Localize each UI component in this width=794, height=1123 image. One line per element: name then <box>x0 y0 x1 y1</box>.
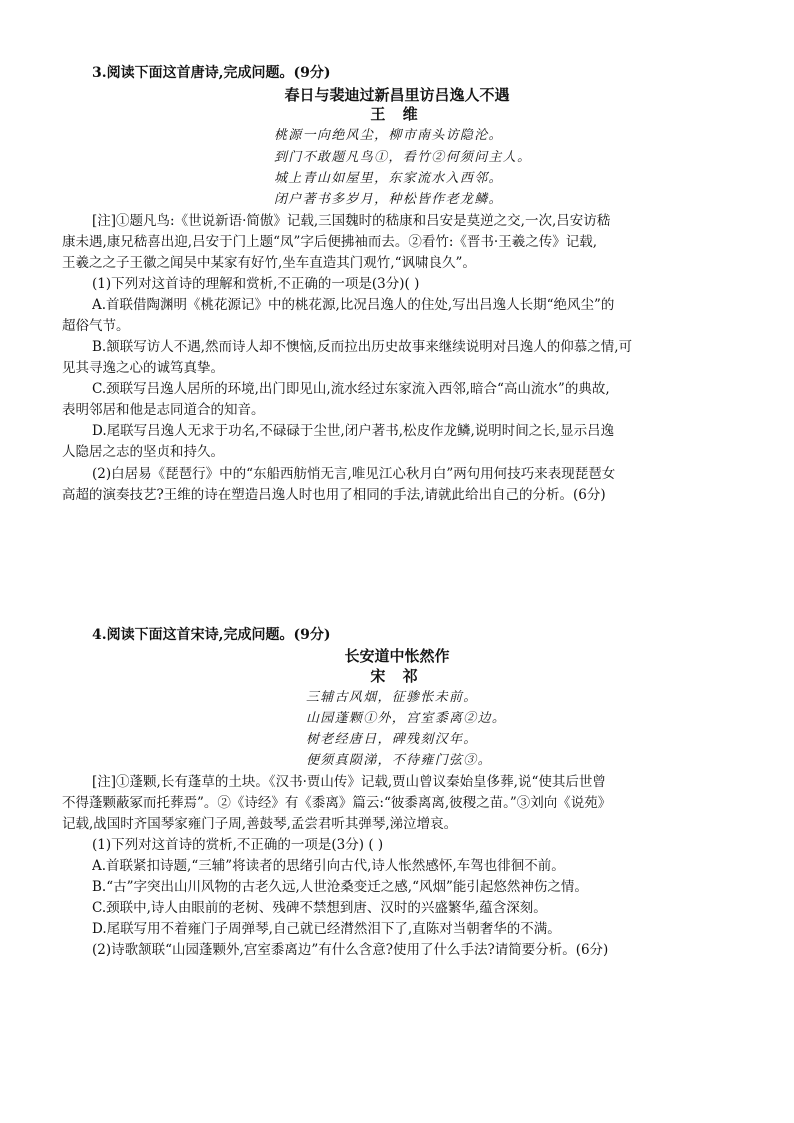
question-3-verse: 到门不敢题凡鸟①，看竹②何须问主人。 <box>274 150 532 165</box>
question-3-sub2-prompt: (2)白居易《琵琶行》中的“东船西舫悄无言,唯见江心秋月白”两句用何技巧来表现琵琶女 <box>92 466 616 482</box>
question-4-verse: 山园蓬颗①外，宫室黍离②边。 <box>306 711 507 726</box>
question-3-heading: 3.阅读下面这首唐诗,完成问题。(9分) <box>92 65 331 81</box>
question-4-poem-title: 长安道中怅然作 <box>344 647 450 665</box>
question-4-option-a: A.首联紧扣诗题,“三辅”将读者的思绪引向古代,诗人怅然感怀,车驾也徘徊不前。 <box>92 858 565 874</box>
question-4-note-line: 记载,战国时齐国琴家雍门子周,善鼓琴,孟尝君听其弹琴,涕泣增哀。 <box>62 816 458 832</box>
question-4-option-d: D.尾联写用不着雍门子周弹琴,自己就已经潸然泪下了,直陈对当朝奢华的不满。 <box>92 921 561 937</box>
question-4-option-b: B.“古”字突出山川风物的古老久远,人世沧桑变迁之感,“风烟”能引起悠然神伤之情。 <box>92 879 588 895</box>
question-3-option-a: A.首联借陶渊明《桃花源记》中的桃花源,比况吕逸人的住处,写出吕逸人长期“绝风尘”的 <box>92 297 615 313</box>
question-3-option-d: D.尾联写吕逸人无求于功名,不碌碌于尘世,闭户著书,松皮作龙鳞,说明时间之长,显示吕逸 <box>92 423 615 439</box>
question-4-sub2-prompt: (2)诗歌颔联“山园蓬颗外,宫室黍离边”有什么含意?使用了什么手法?请简要分析。(6分) <box>92 942 609 958</box>
question-4-option-c: C.颈联中,诗人由眼前的老树、残碑不禁想到唐、汉时的兴盛繁华,蕴含深刻。 <box>92 900 547 916</box>
question-3-note-line: 王羲之之子王徽之闻吴中某家有好竹,坐车直造其门观竹,“讽啸良久”。 <box>62 255 476 271</box>
question-4-sub1-prompt: (1)下列对这首诗的赏析,不正确的一项是(3分) ( ) <box>92 837 384 853</box>
question-3-sub2-prompt-cont: 高超的演奏技艺?王维的诗在塑造吕逸人时也用了相同的手法,请就此给出自己的分析。(6分) <box>62 487 606 503</box>
question-3-note-line: 康未遇,康兄嵇喜出迎,吕安于门上题“凤”字后便拂袖而去。②看竹:《晋书·王羲之传》记载, <box>62 234 598 250</box>
question-3-verse: 城上青山如屋里，东家流水入西邻。 <box>274 171 503 186</box>
question-4-verse: 便须真陨涕，不待雍门弦③。 <box>306 753 492 768</box>
question-4-verse: 树老经唐日，碑残刻汉年。 <box>306 732 478 747</box>
question-3-option-c-cont: 表明邻居和他是志同道合的知音。 <box>62 402 265 418</box>
question-4-verse: 三辅古风烟，征骖怅未前。 <box>306 690 478 705</box>
question-4-poem-author: 宋 祁 <box>370 667 424 685</box>
question-4-heading: 4.阅读下面这首宋诗,完成问题。(9分) <box>92 627 331 643</box>
question-3-verse: 闭户著书多岁月，种松皆作老龙鳞。 <box>274 192 503 207</box>
question-4-note-line: 不得蓬颗蔽冢而托葬焉”。②《诗经》有《黍离》篇云:“彼黍离离,彼稷之苗。”③刘向《说苑》 <box>62 795 612 811</box>
question-3-option-d-cont: 人隐居之志的坚贞和持久。 <box>62 444 224 460</box>
question-4-note-line: [注]①蓬颗,长有蓬草的土块。《汉书·贾山传》记载,贾山曾议秦始皇侈葬,说“使其后世曾 <box>92 774 606 790</box>
question-3-verse: 桃源一向绝风尘，柳市南头访隐沦。 <box>274 128 503 143</box>
question-3-option-b: B.颔联写访人不遇,然而诗人却不懊恼,反而拉出历史故事来继续说明对吕逸人的仰慕之情,可 <box>92 339 633 355</box>
question-3-option-a-cont: 超俗气节。 <box>62 318 130 334</box>
question-3-poem-title: 春日与裴迪过新昌里访吕逸人不遇 <box>284 86 510 104</box>
question-3-note-line: [注]①题凡鸟:《世说新语·简傲》记载,三国魏时的嵇康和吕安是莫逆之交,一次,吕安访嵇 <box>92 213 611 229</box>
question-3-sub1-prompt: (1)下列对这首诗的理解和赏析,不正确的一项是(3分)( ) <box>92 276 420 292</box>
question-3-option-b-cont: 见其寻逸之心的诚笃真挚。 <box>62 360 224 376</box>
question-3-option-c: C.颈联写吕逸人居所的环境,出门即见山,流水经过东家流入西邻,暗合“高山流水”的典故, <box>92 381 610 397</box>
question-3-poem-author: 王 维 <box>370 105 424 123</box>
